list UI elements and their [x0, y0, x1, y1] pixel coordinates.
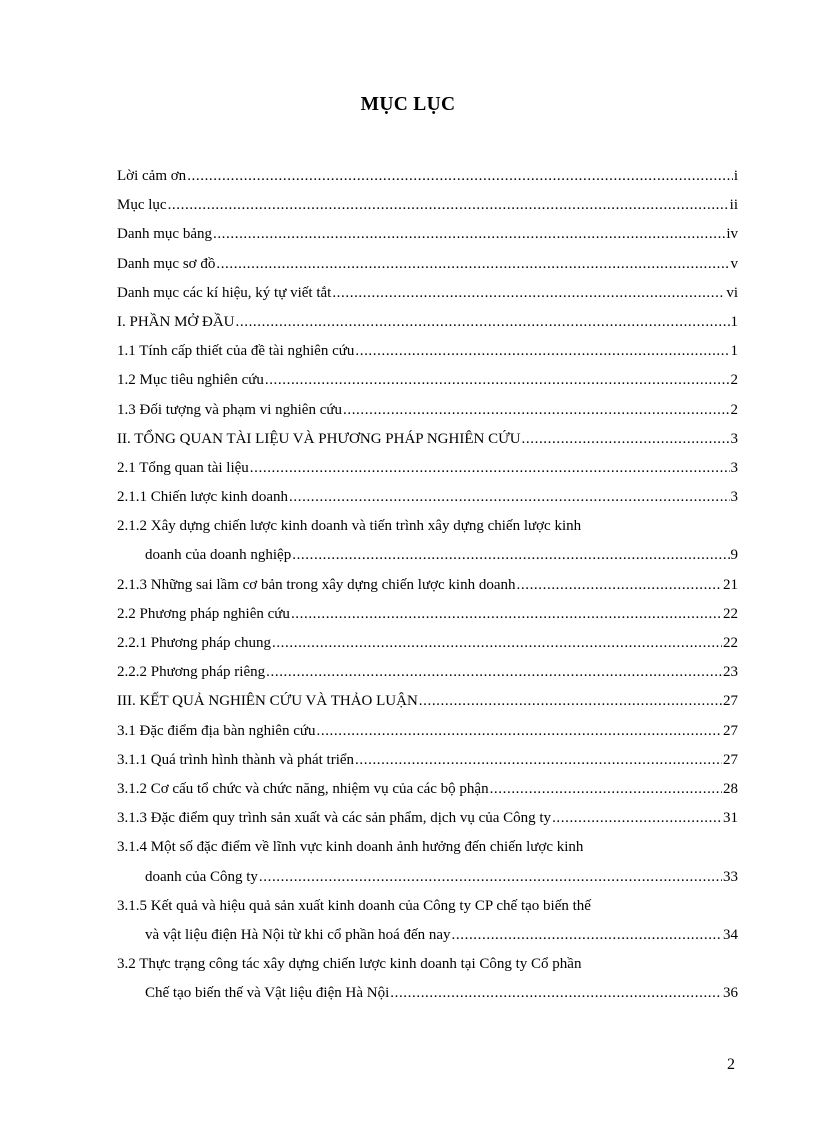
toc-page-number: 33 — [723, 868, 738, 885]
toc-entry-text: Danh mục bảng — [117, 226, 212, 243]
dot-leader — [292, 541, 729, 570]
toc-entry-text: Mục lục — [117, 197, 167, 214]
toc-page-number: 27 — [723, 751, 738, 768]
toc-page-number: 31 — [723, 810, 738, 827]
dot-leader — [216, 250, 729, 279]
toc-page-number: 23 — [723, 664, 738, 681]
dot-leader — [291, 600, 722, 629]
toc-page-number: v — [730, 255, 738, 272]
toc-entry[interactable] — [117, 162, 738, 191]
toc-entry[interactable] — [117, 892, 738, 950]
toc-entry-text: 2.1 Tổng quan tài liệu — [117, 459, 249, 476]
toc-page-number: 1 — [730, 313, 738, 330]
toc-entry-text: 3.1.3 Đặc điểm quy trình sản xuất và các sản phẩm, dịch vụ của Công ty — [117, 810, 552, 827]
toc-page-number: 22 — [723, 605, 738, 622]
toc-entry-text: 3.1.5 Kết quả và hiệu quả sản xuất kinh doanh của Công ty CP chế tạo biến thế — [117, 897, 591, 914]
dot-leader — [213, 220, 725, 249]
toc-entry-text: III. KẾT QUẢ NGHIÊN CỨU VÀ THẢO LUẬN — [117, 693, 418, 710]
toc-entry-text: 3.2 Thực trạng công tác xây dựng chiến lược kinh doanh tại Công ty Cổ phần — [117, 956, 582, 973]
dot-leader — [289, 483, 729, 512]
toc-page-number: 3 — [730, 489, 738, 506]
toc-entry[interactable] — [117, 600, 738, 629]
toc-entry[interactable] — [117, 629, 738, 658]
toc-entry-text: 2.2 Phương pháp nghiên cứu — [117, 605, 290, 622]
toc-page-number: 3 — [730, 430, 738, 447]
dot-leader — [390, 979, 722, 1008]
dot-leader — [236, 308, 730, 337]
toc-entry[interactable] — [117, 425, 738, 454]
toc-page-number: 3 — [730, 459, 738, 476]
page-number: 2 — [727, 1056, 735, 1073]
dot-leader — [355, 337, 729, 366]
toc-page-number: 22 — [723, 635, 738, 652]
toc-entry-text: 3.1.2 Cơ cấu tổ chức và chức năng, nhiệm vụ của các bộ phận — [117, 780, 489, 797]
toc-entry-text: 3.1.4 Một số đặc điểm về lĩnh vực kinh doanh ảnh hưởng đến chiến lược kinh — [117, 839, 584, 856]
toc-entry[interactable] — [117, 658, 738, 687]
toc-entry[interactable] — [117, 746, 738, 775]
toc-entry-text: và vật liệu điện Hà Nội từ khi cổ phần hoá đến nay — [145, 926, 451, 943]
toc-page-number: 28 — [723, 780, 738, 797]
dot-leader — [343, 396, 730, 425]
toc-entry-text: 2.1.3 Những sai lầm cơ bản trong xây dựng chiến lược kinh doanh — [117, 576, 516, 593]
toc-page-number: 21 — [723, 576, 738, 593]
dot-leader — [490, 775, 722, 804]
toc-entry[interactable] — [117, 279, 738, 308]
toc-entry-text: Lời cảm ơn — [117, 168, 187, 184]
toc-entry[interactable] — [117, 220, 738, 249]
toc-entry[interactable] — [117, 250, 738, 279]
dot-leader — [187, 162, 733, 191]
dot-leader — [266, 658, 722, 687]
toc-entry[interactable] — [117, 950, 738, 1008]
dot-leader — [419, 687, 722, 716]
toc-entry[interactable] — [117, 366, 738, 395]
dot-leader — [272, 629, 722, 658]
toc-page-number: vi — [726, 284, 738, 301]
dot-leader — [250, 454, 730, 483]
dot-leader — [259, 863, 722, 892]
toc-entry[interactable] — [117, 191, 738, 220]
toc-entry-text: 2.1.1 Chiến lược kinh doanh — [117, 489, 289, 506]
toc-entry[interactable] — [117, 833, 738, 891]
toc-page-number: 1 — [730, 343, 738, 360]
toc-entry[interactable] — [117, 483, 738, 512]
toc-entry[interactable] — [117, 308, 738, 337]
toc-entry[interactable] — [117, 337, 738, 366]
toc-page-number: 2 — [730, 401, 738, 418]
toc-page-number: ii — [729, 197, 738, 214]
dot-leader — [317, 717, 723, 746]
page-title: MỤC LỤC — [360, 94, 456, 115]
toc-entry-text: 3.1.1 Quá trình hình thành và phát triển — [117, 751, 355, 768]
toc-entry[interactable] — [117, 717, 738, 746]
toc-page-number: i — [733, 168, 738, 184]
toc-page-number: 27 — [723, 693, 738, 710]
dot-leader — [552, 804, 722, 833]
toc-entry-text: 3.1 Đặc điểm địa bàn nghiên cứu — [117, 722, 316, 739]
toc-page-number: iv — [726, 226, 738, 243]
toc-entry-text: doanh của Công ty — [145, 868, 258, 885]
dot-leader — [452, 921, 722, 950]
toc-entry-text: Chế tạo biến thế và Vật liệu điện Hà Nội — [145, 985, 390, 1002]
dot-leader — [265, 366, 730, 395]
toc-entry[interactable] — [117, 512, 738, 570]
toc-page-number: 9 — [730, 547, 738, 564]
dot-leader — [517, 571, 722, 600]
toc-entry-text: 1.1 Tính cấp thiết của đề tài nghiên cứu — [117, 343, 355, 360]
dot-leader — [355, 746, 722, 775]
toc-entry-text: doanh của doanh nghiệp — [145, 547, 292, 564]
toc-entry-text: 2.1.2 Xây dựng chiến lược kinh doanh và tiến trình xây dựng chiến lược kinh — [117, 518, 582, 535]
toc-entry[interactable] — [117, 775, 738, 804]
toc-entry[interactable] — [117, 571, 738, 600]
dot-leader — [522, 425, 730, 454]
toc-page-number: 2 — [730, 372, 738, 389]
toc-entry-text: 2.2.1 Phương pháp chung — [117, 635, 271, 652]
table-of-contents — [117, 162, 738, 1009]
toc-page-number: 36 — [723, 985, 738, 1002]
toc-entry[interactable] — [117, 687, 738, 716]
dot-leader — [168, 191, 729, 220]
toc-page-number: 34 — [723, 926, 738, 943]
toc-page-number: 27 — [723, 722, 738, 739]
dot-leader — [332, 279, 725, 308]
toc-entry[interactable] — [117, 396, 738, 425]
toc-entry-text: 2.2.2 Phương pháp riêng — [117, 664, 266, 681]
toc-entry-text: Danh mục các kí hiệu, ký tự viết tắt — [117, 284, 332, 301]
toc-entry[interactable] — [117, 804, 738, 833]
toc-entry[interactable] — [117, 454, 738, 483]
toc-entry-text: I. PHẦN MỞ ĐẦU — [117, 313, 235, 330]
toc-entry-text: 1.3 Đối tượng và phạm vi nghiên cứu — [117, 401, 342, 418]
toc-entry-text: 1.2 Mục tiêu nghiên cứu — [117, 372, 264, 389]
toc-entry-text: Danh mục sơ đồ — [117, 255, 216, 272]
toc-entry-text: II. TỔNG QUAN TÀI LIỆU VÀ PHƯƠNG PHÁP NGHIÊN CỨU — [117, 430, 521, 447]
